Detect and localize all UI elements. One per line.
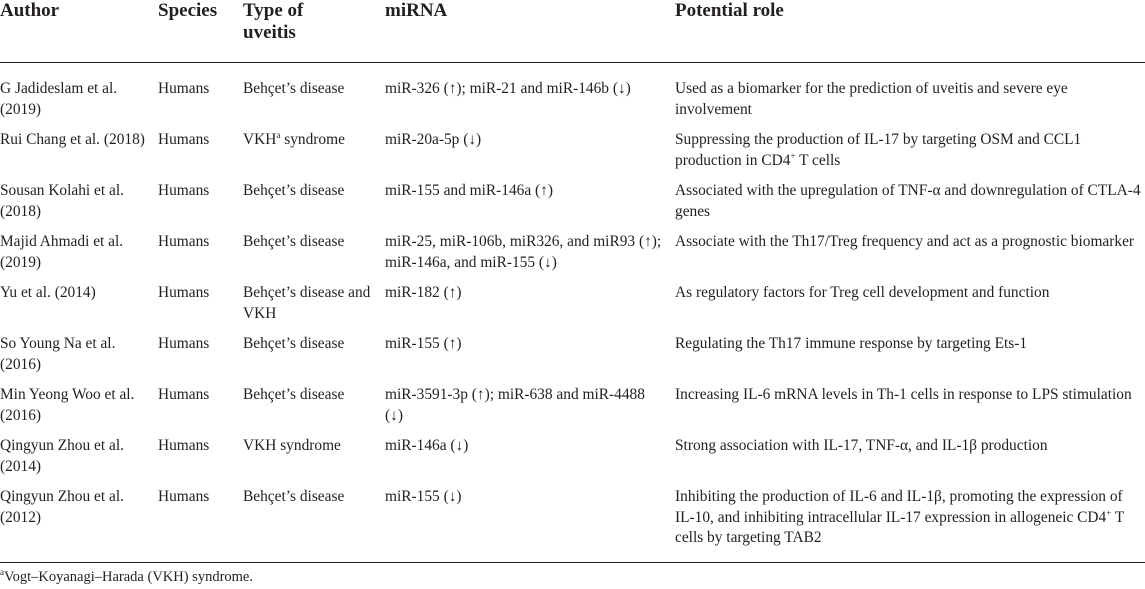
- cell-author: [0, 334, 150, 375]
- footnote-text: Vogt–Koyanagi–Harada (VKH) syndrome.: [4, 569, 253, 585]
- cell-role-text: Strong association with IL-17, TNF-α, and IL-1β production: [675, 437, 1048, 454]
- cell-type-text-rest: syndrome: [280, 131, 345, 148]
- cell-type-text: Behçet’s disease: [243, 386, 345, 403]
- cell-author: [0, 283, 150, 304]
- cell-type: [243, 79, 375, 100]
- cell-role-superscript: +: [1106, 507, 1112, 518]
- cell-species: [158, 334, 236, 355]
- cell-type: [243, 385, 375, 406]
- header-type-line2: uveitis: [243, 22, 296, 43]
- header-type: [243, 0, 303, 44]
- cell-role: [675, 334, 1145, 355]
- cell-type: [243, 130, 375, 151]
- cell-type-text: Behçet’s disease: [243, 80, 345, 97]
- cell-type: [243, 334, 375, 355]
- cell-type: [243, 283, 375, 324]
- cell-role: [675, 232, 1145, 253]
- cell-author: [0, 79, 150, 120]
- cell-role-superscript: +: [790, 150, 796, 161]
- cell-role-text-rest: T cells: [795, 151, 841, 169]
- cell-type-text: Behçet’s disease: [243, 488, 345, 505]
- cell-author-text: Sousan Kolahi et al. (2018): [0, 182, 124, 220]
- cell-species-text: Humans: [158, 131, 210, 148]
- cell-role-text: Increasing IL-6 mRNA levels in Th-1 cells in response to LPS stimulation: [675, 386, 1132, 403]
- cell-author: [0, 130, 150, 151]
- cell-species: [158, 385, 236, 406]
- cell-role-text: Inhibiting the production of IL-6 and IL-1β, promoting the expression of IL-10, and inhibiting intracellular IL-17 expression in allogeneic CD4: [675, 488, 1123, 526]
- cell-mirna-text: miR-146a (↓): [385, 437, 469, 454]
- cell-species: [158, 436, 236, 457]
- cell-type: [243, 487, 375, 508]
- cell-role: [675, 130, 1145, 171]
- table-footnote: [0, 568, 253, 586]
- cell-role-text: Suppressing the production of IL-17 by targeting OSM and CCL1 production in CD4: [675, 131, 1082, 169]
- header-role: Potential role: [675, 0, 784, 21]
- cell-mirna-text: miR-155 (↓): [385, 488, 462, 505]
- cell-mirna: [385, 283, 663, 304]
- cell-type-text: VKH syndrome: [243, 437, 341, 454]
- table-header: [0, 0, 1145, 62]
- footnote-marker: a: [0, 567, 4, 577]
- cell-author: [0, 181, 150, 222]
- cell-type-text: Behçet’s disease and VKH: [243, 284, 371, 322]
- cell-species-text: Humans: [158, 335, 210, 352]
- cell-species: [158, 232, 236, 253]
- cell-author: [0, 385, 150, 426]
- cell-mirna: [385, 79, 663, 100]
- cell-type: [243, 181, 375, 202]
- header-mirna: miRNA: [385, 0, 448, 21]
- header-species: Species: [158, 0, 218, 21]
- cell-species-text: Humans: [158, 437, 210, 454]
- cell-author-text: Min Yeong Woo et al. (2016): [0, 386, 135, 424]
- cell-mirna-text: miR-3591-3p (↑); miR-638 and miR-4488 (↓): [385, 386, 645, 424]
- cell-mirna: [385, 487, 663, 508]
- cell-species: [158, 487, 236, 508]
- cell-role: [675, 283, 1145, 304]
- cell-type-text: Behçet’s disease: [243, 233, 345, 250]
- cell-mirna-text: miR-25, miR-106b, miR326, and miR93 (↑); miR-146a, and miR-155 (↓): [385, 233, 662, 271]
- bottom-rule: [0, 562, 1145, 563]
- header-rule: [0, 62, 1145, 63]
- cell-species-text: Humans: [158, 386, 210, 403]
- cell-role-text-rest: T cells by targeting TAB2: [675, 508, 1125, 546]
- cell-mirna: [385, 334, 663, 355]
- cell-mirna: [385, 181, 663, 202]
- cell-author: [0, 436, 150, 477]
- cell-role-text: Used as a biomarker for the prediction of uveitis and severe eye involvement: [675, 80, 1068, 118]
- cell-mirna: [385, 232, 663, 273]
- cell-role: [675, 385, 1145, 406]
- cell-mirna: [385, 385, 663, 426]
- cell-type-text: Behçet’s disease: [243, 335, 345, 352]
- cell-role-text: Associated with the upregulation of TNF-α and downregulation of CTLA-4 genes: [675, 182, 1141, 220]
- cell-author-text: Qingyun Zhou et al. (2012): [0, 488, 124, 526]
- cell-author: [0, 232, 150, 273]
- cell-role-text: As regulatory factors for Treg cell development and function: [675, 284, 1050, 301]
- cell-author-text: Majid Ahmadi et al. (2019): [0, 233, 124, 271]
- cell-role: [675, 79, 1145, 120]
- cell-species: [158, 283, 236, 304]
- cell-role: [675, 436, 1145, 457]
- cell-species: [158, 79, 236, 100]
- cell-type-text: Behçet’s disease: [243, 182, 345, 199]
- cell-type-text: VKH: [243, 131, 277, 148]
- cell-author-text: Qingyun Zhou et al. (2014): [0, 437, 124, 475]
- cell-mirna: [385, 436, 663, 457]
- cell-species: [158, 181, 236, 202]
- cell-role-text: Associate with the Th17/Treg frequency and act as a prognostic biomarker: [675, 233, 1135, 250]
- cell-species: [158, 130, 236, 151]
- cell-mirna: [385, 130, 663, 151]
- cell-type: [243, 232, 375, 253]
- header-author: Author: [0, 0, 60, 21]
- cell-author-text: Yu et al. (2014): [0, 284, 96, 301]
- cell-mirna-text: miR-326 (↑); miR-21 and miR-146b (↓): [385, 80, 631, 97]
- cell-species-text: Humans: [158, 233, 210, 250]
- cell-author-text: So Young Na et al. (2016): [0, 335, 116, 373]
- cell-mirna-text: miR-182 (↑): [385, 284, 462, 301]
- cell-author: [0, 487, 150, 528]
- cell-species-text: Humans: [158, 284, 210, 301]
- cell-mirna-text: miR-155 (↑): [385, 335, 462, 352]
- cell-species-text: Humans: [158, 182, 210, 199]
- cell-role-text: Regulating the Th17 immune response by targeting Ets-1: [675, 335, 1028, 352]
- cell-species-text: Humans: [158, 80, 210, 97]
- cell-mirna-text: miR-20a-5p (↓): [385, 131, 482, 148]
- cell-author-text: Rui Chang et al. (2018): [0, 131, 145, 148]
- header-type-line1: Type of: [243, 0, 304, 21]
- cell-role: [675, 487, 1145, 549]
- cell-mirna-text: miR-155 and miR-146a (↑): [385, 182, 553, 199]
- cell-species-text: Humans: [158, 488, 210, 505]
- cell-type-superscript: a: [276, 130, 281, 140]
- cell-role: [675, 181, 1145, 222]
- cell-type: [243, 436, 375, 457]
- cell-author-text: G Jadideslam et al. (2019): [0, 80, 118, 118]
